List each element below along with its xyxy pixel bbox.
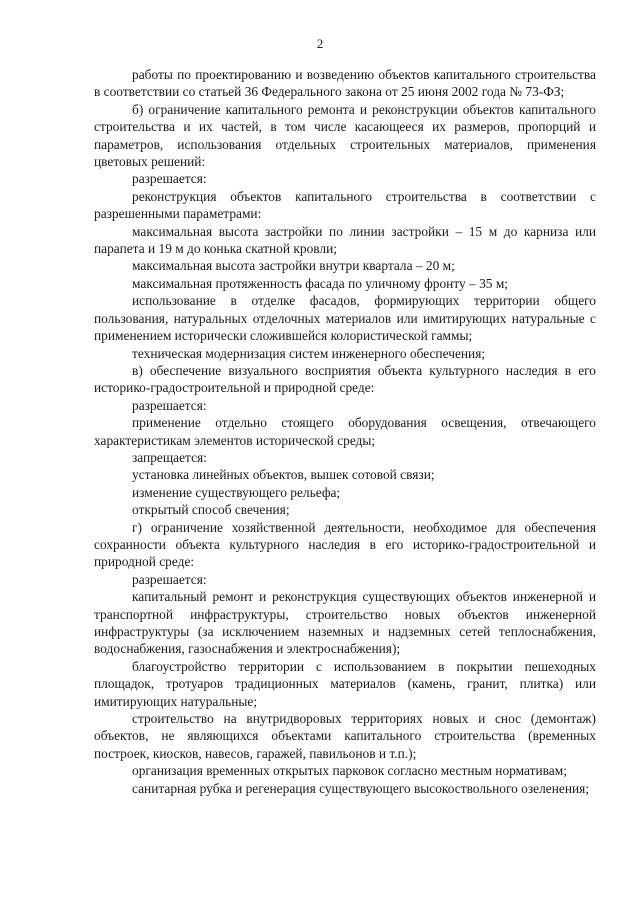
paragraph: изменение существующего рельефа; xyxy=(132,484,341,500)
paragraph: техническая модернизация систем инженерного обеспечения; xyxy=(132,345,486,361)
paragraph: работы по проектированию и возведению объектов капитального строительства в соответствии со статьей 36 Федерального закона от 25 июня 2002 года № 73-ФЗ; xyxy=(94,67,596,100)
paragraph: использование в отделке фасадов, формирующих территории общего пользования, натуральных отделочных материалов или имитирующих натуральные с применением исторически сложившейся колористической гаммы; xyxy=(94,293,596,344)
paragraph: максимальная протяженность фасада по уличному фронту – 35 м; xyxy=(132,275,509,291)
page-number: 2 xyxy=(316,36,324,51)
paragraph: г) ограничение хозяйственной деятельности, необходимое для обеспечения сохранности объекта культурного наследия в его историко-градостроительной и природной среде: xyxy=(94,519,596,570)
paragraph: максимальная высота застройки внутри квартала – 20 м; xyxy=(132,258,455,274)
paragraph: максимальная высота застройки по линии застройки – 15 м до карниза или парапета и 19 м до конька скатной кровли; xyxy=(94,223,596,257)
paragraph: разрешается: xyxy=(132,171,207,187)
paragraph: разрешается: xyxy=(132,571,207,587)
paragraph: установка линейных объектов, вышек сотовой связи; xyxy=(132,467,435,483)
paragraph: организация временных открытых парковок согласно местным нормативам; xyxy=(132,763,567,779)
paragraph: запрещается: xyxy=(132,449,207,465)
document-body xyxy=(94,66,596,797)
paragraph: применение отдельно стоящего оборудования освещения, отвечающего характеристикам элементов исторической среды; xyxy=(94,415,596,448)
paragraph: открытый способ свечения; xyxy=(132,502,290,518)
paragraph: санитарная рубка и регенерация существующего высокоствольного озеленения; xyxy=(132,780,590,796)
paragraph: строительство на внутридворовых территориях новых и снос (демонтаж) объектов, не являющихся объектами капитального строительства (временных построек, киосков, навесов, гаражей, павильонов и т.п.); xyxy=(94,711,596,761)
paragraph: реконструкция объектов капитального строительства в соответствии с разрешенными параметрами: xyxy=(94,188,596,222)
paragraph: в) обеспечение визуального восприятия объекта культурного наследия в его историко-градостроительной и природной среде: xyxy=(94,362,596,396)
paragraph: разрешается: xyxy=(132,397,207,413)
paragraph: капитальный ремонт и реконструкция существующих объектов инженерной и транспортной инфраструктуры, строительство новых объектов инженерной инфраструктуры (за исключением наземных и надземных сетей теплоснабжения, водоснабжения, газоснабжения и электроснабжения); xyxy=(94,589,596,657)
paragraph: б) ограничение капитального ремонта и реконструкции объектов капитального строительства и их частей, в том числе касающееся их размеров, пропорций и параметров, использования отдельных строительных материалов, применения цветовых решений: xyxy=(94,101,596,170)
paragraph: благоустройство территории с использованием в покрытии пешеходных площадок, тротуаров традиционных материалов (камень, гранит, плитка) или имитирующих натуральные; xyxy=(94,658,596,709)
